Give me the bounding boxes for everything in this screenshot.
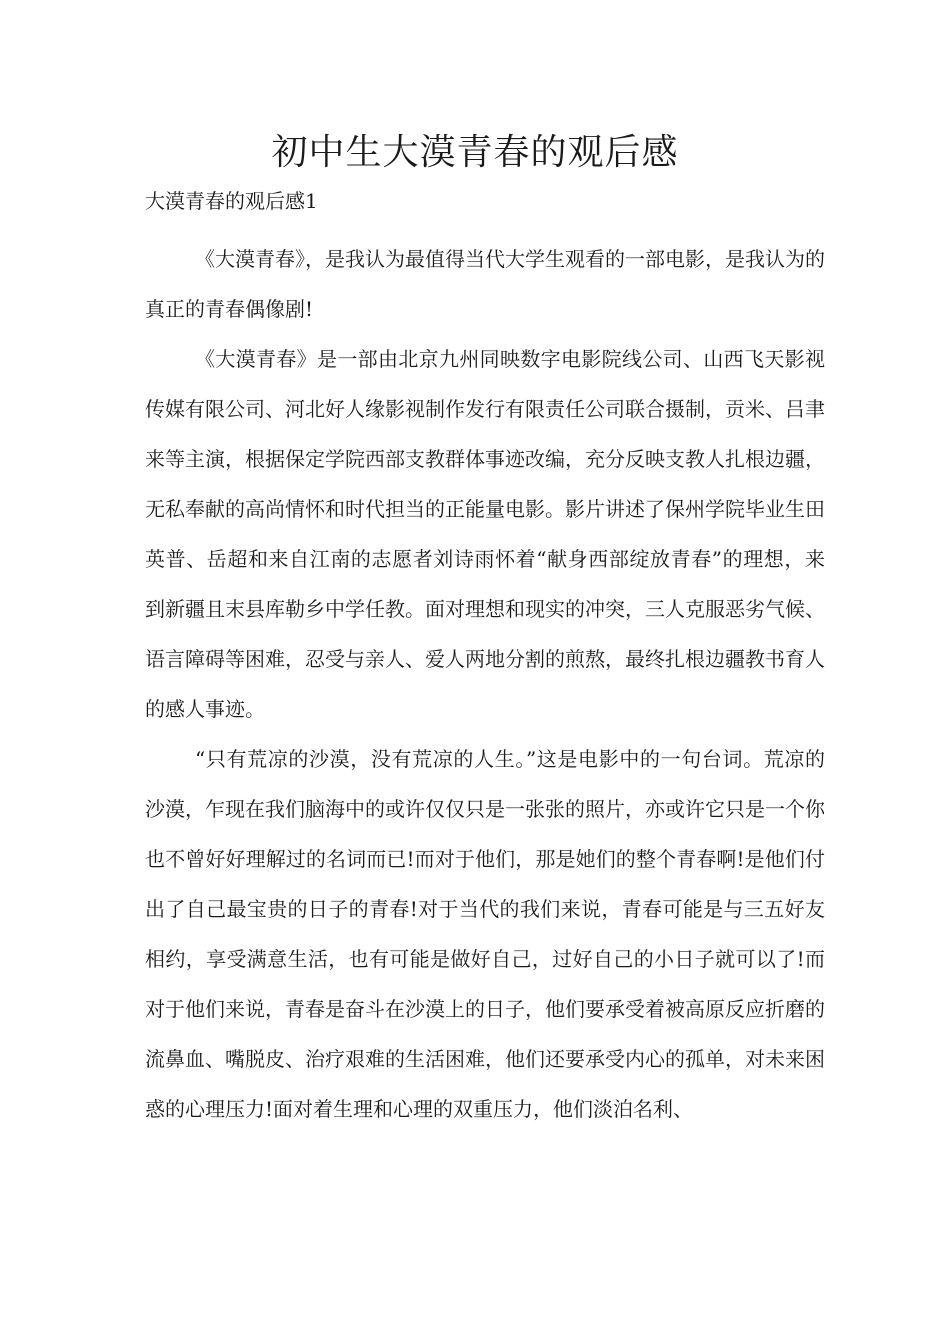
paragraph-synopsis: 《大漠青春》是一部由北京九州同映数字电影院线公司、山西飞天影视传媒有限公司、河北好人缘影视制作发行有限责任公司联合摄制，贡米、吕聿来等主演，根据保定学院西部支教群体事迹改编，充分反映支教人扎根边疆，无私奉献的高尚情怀和时代担当的正能量电影。影片讲述了保州学院毕业生田英普、岳超和来自江南的志愿者刘诗雨怀着“献身西部绽放青春”的理想，来到新疆且末县库勒乡中学任教。面对理想和现实的冲突，三人克服恶劣气候、语言障碍等困难，忍受与亲人、爱人两地分割的煎熬，最终扎根边疆教书育人的感人事迹。: [145, 347, 825, 721]
document-title: 初中生大漠青春的观后感: [271, 132, 679, 173]
paragraph-reflection: “只有荒凉的沙漠，没有荒凉的人生。”这是电影中的一句台词。荒凉的沙漠，乍现在我们脑海中的或许仅仅只是一张张的照片，亦或许它只是一个你也不曾好好理解过的名词而已!而对于他们，那是她们的整个青春啊!是他们付出了自己最宝贵的日子的青春!对于当代的我们来说，青春可能是与三五好友相约，享受满意生活，也有可能是做好自己，过好自己的小日子就可以了!而对于他们来说，青春是奋斗在沙漠上的日子，他们要承受着被高原反应折磨的流鼻血、嘴脱皮、治疗艰难的生活困难，他们还要承受内心的孤单，对未来困惑的心理压力!面对着生理和心理的双重压力，他们淡泊名利、: [145, 747, 825, 1121]
paragraph-intro: 《大漠青春》，是我认为最值得当代大学生观看的一部电影，是我认为的真正的青春偶像剧!: [145, 247, 825, 321]
section-heading: 大漠青春的观后感1: [145, 189, 318, 213]
document-body: [145, 234, 825, 1134]
